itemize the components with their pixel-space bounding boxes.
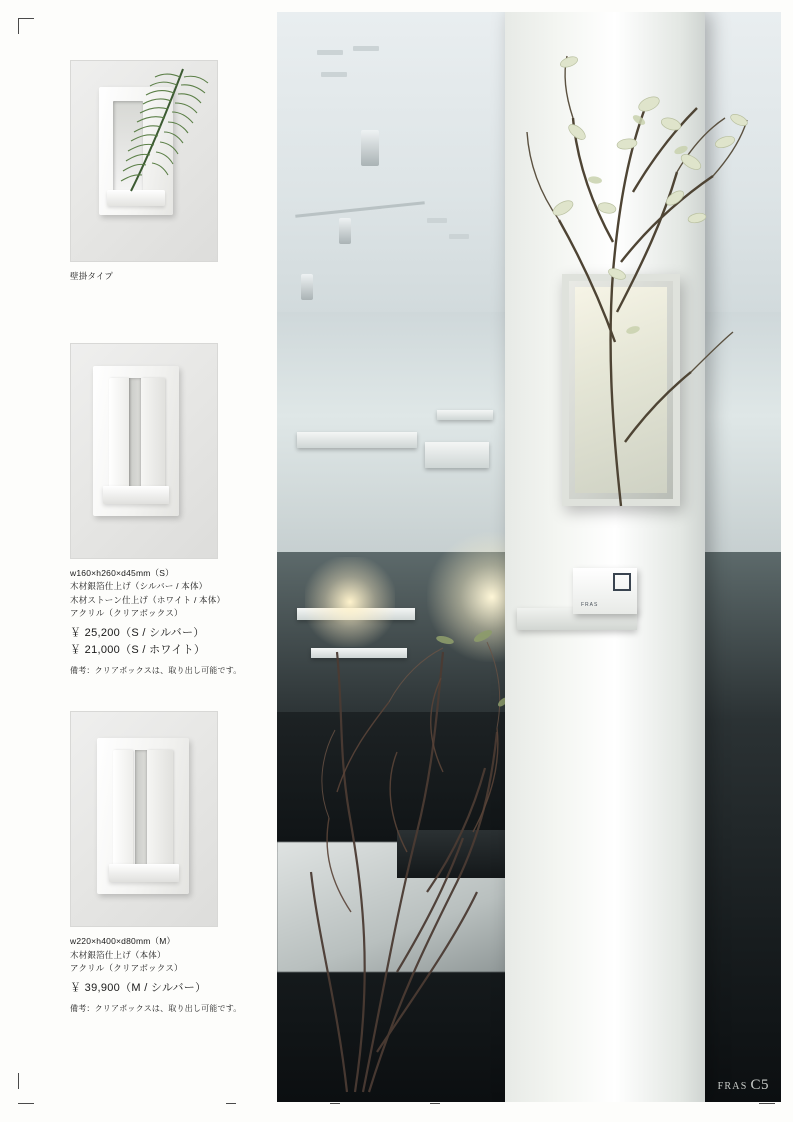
product-image-size-m [70,711,218,927]
crop-mark [226,1103,236,1104]
product-list [70,60,260,1015]
dogwood-branch [277,12,781,1102]
product-image-wall-mount [70,60,218,262]
photo-scene [277,12,781,1102]
product-image-size-s [70,343,218,559]
caption-line: 壁掛タイプ [70,271,114,281]
vase-slot [129,378,141,496]
crop-mark [759,1103,775,1104]
price-silver: ￥ 39,900（M / シルバー） [70,981,207,994]
spec-material-1: 木材銀箔仕上げ（本体） [70,949,166,960]
photo-credit [718,1077,769,1094]
brand-tag-label: FRAS [581,602,599,608]
price-white: ￥ 21,000（S / ホワイト） [70,644,206,657]
crop-mark [18,1073,19,1089]
spec-dimensions: w220×h400×d80mm（M） [70,936,176,947]
brand-credit-label: FRAS [717,1081,748,1092]
crop-mark [18,18,19,34]
vase-fin-right [147,750,173,872]
product-block-size-m [70,711,260,1015]
product-note: 備考：クリアボックスは、取り出し可能です。 [70,666,242,676]
vase-base [109,864,179,882]
product-block-size-s [70,343,260,677]
caption-size-s [70,567,260,677]
price-silver: ￥ 25,200（S / シルバー） [70,626,205,639]
vase-fin-left [113,750,133,872]
vase-body [97,738,189,894]
crop-mark [330,1103,340,1104]
vase-body [93,366,179,516]
crop-mark [18,18,34,19]
interior-photo [277,12,781,1102]
caption-wall-mount [70,270,260,283]
spec-material-2: アクリル（クリアボックス） [70,962,183,973]
vase-fin-left [109,378,129,496]
spec-material-3: アクリル（クリアボックス） [70,607,183,618]
product-block-wall-mount [70,60,260,283]
spec-material-1: 木材銀箔仕上げ（シルバー / 本体） [70,581,208,592]
crop-mark [430,1103,440,1104]
product-note: 備考：クリアボックスは、取り出し可能です。 [70,1003,242,1013]
vase-fin-right [141,378,165,496]
spec-material-2: 木材ストーン仕上げ（ホワイト / 本体） [70,594,226,605]
palm-leaf-icon [87,63,217,253]
vase-base [103,486,169,504]
page-number: C5 [750,1077,769,1093]
caption-size-m [70,935,260,1015]
vase-slot [135,750,147,872]
crop-mark [18,1103,34,1104]
spec-dimensions: w160×h260×d45mm（S） [70,568,174,579]
